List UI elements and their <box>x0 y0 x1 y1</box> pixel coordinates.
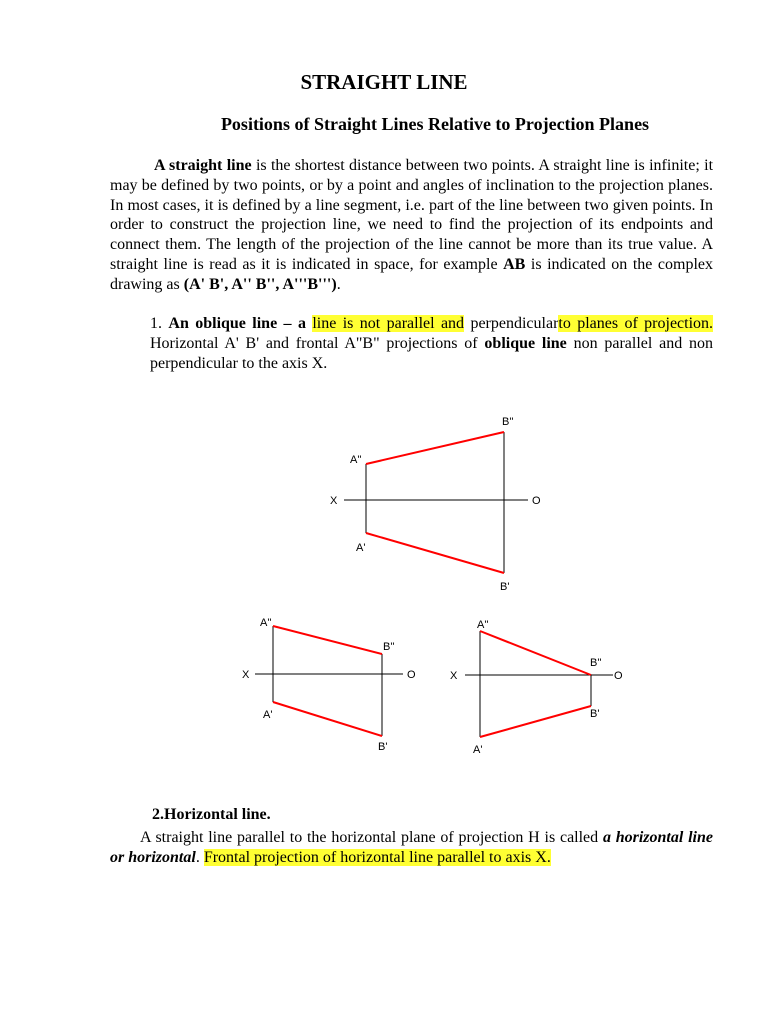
label-o: O <box>614 670 623 682</box>
item1-body: Horizontal A' B' and frontal A"B" projections of <box>150 334 485 352</box>
label-o: O <box>407 669 416 681</box>
intro-paragraph <box>110 156 713 295</box>
label-x: X <box>242 669 250 681</box>
oblique-line-diagram-left <box>235 612 425 757</box>
label-a1: A' <box>263 709 273 721</box>
intro-ab: AB <box>503 255 526 273</box>
label-a1: A' <box>473 744 483 756</box>
item1-highlight-1: line is not parallel and <box>312 315 465 332</box>
label-a1: A' <box>356 542 366 554</box>
horizontal-projection-line <box>480 706 591 737</box>
frontal-projection-line <box>480 631 591 675</box>
horizontal-projection-line <box>273 702 382 736</box>
label-o: O <box>532 495 541 507</box>
label-a2: A'' <box>350 454 362 466</box>
label-b2: B'' <box>383 641 395 653</box>
section2-period: . <box>195 848 204 866</box>
horizontal-line-paragraph <box>110 828 713 868</box>
section2-term: a horizontal line or horizontal <box>110 829 713 866</box>
item1-tail: non parallel and non perpendicular to the axis X. <box>150 334 714 372</box>
item1-number: 1. <box>150 315 169 332</box>
horizontal-projection-line <box>366 533 504 573</box>
intro-end: . <box>336 275 341 293</box>
item1-highlight-2: to planes of projection. <box>558 315 714 332</box>
page-subtitle: Positions of Straight Lines Relative to Projection Planes <box>220 114 650 134</box>
item1-bold: oblique line <box>484 334 567 352</box>
label-b1: B' <box>590 708 600 720</box>
section2-body: A straight line parallel to the horizontal plane of projection H is called <box>140 829 603 846</box>
label-b2: B'' <box>502 416 514 428</box>
intro-notation: (A' B', A'' B'', A'''B''') <box>183 275 337 293</box>
frontal-projection-line <box>366 432 504 464</box>
label-x: X <box>450 670 458 682</box>
label-b2: B'' <box>590 657 602 669</box>
oblique-line-paragraph <box>150 314 713 373</box>
intro-term: A straight line <box>154 157 252 174</box>
page-title: STRAIGHT LINE <box>300 70 468 94</box>
section-2-heading: 2.Horizontal line. <box>152 806 271 823</box>
label-a2: A'' <box>477 619 489 631</box>
item1-mid: perpendicular <box>470 315 559 332</box>
item1-term: An oblique line – a <box>168 315 306 332</box>
label-a2: A'' <box>260 617 272 629</box>
oblique-line-diagram-right <box>445 612 635 757</box>
frontal-projection-line <box>273 626 382 654</box>
intro-body-2: is indicated on the complex drawing as <box>110 255 714 293</box>
label-b1: B' <box>500 581 510 593</box>
label-b1: B' <box>378 741 388 753</box>
section2-highlight: Frontal projection of horizontal line parallel to axis X. <box>203 848 551 866</box>
label-x: X <box>330 495 338 507</box>
intro-body-1: is the shortest distance between two points. A straight line is infinite; it may be defined by two points, or by a point and angles of inclination to the projection planes. In most cases, it is defined by a line segment, i.e. part of the line between two given points. In order to construct the projection line, we need to find the projection of its endpoints and connect them. The length of the projection of the line cannot be more than its true value. A straight line is read as it is indicated in space, for example <box>110 157 714 273</box>
oblique-line-diagram <box>320 405 550 595</box>
